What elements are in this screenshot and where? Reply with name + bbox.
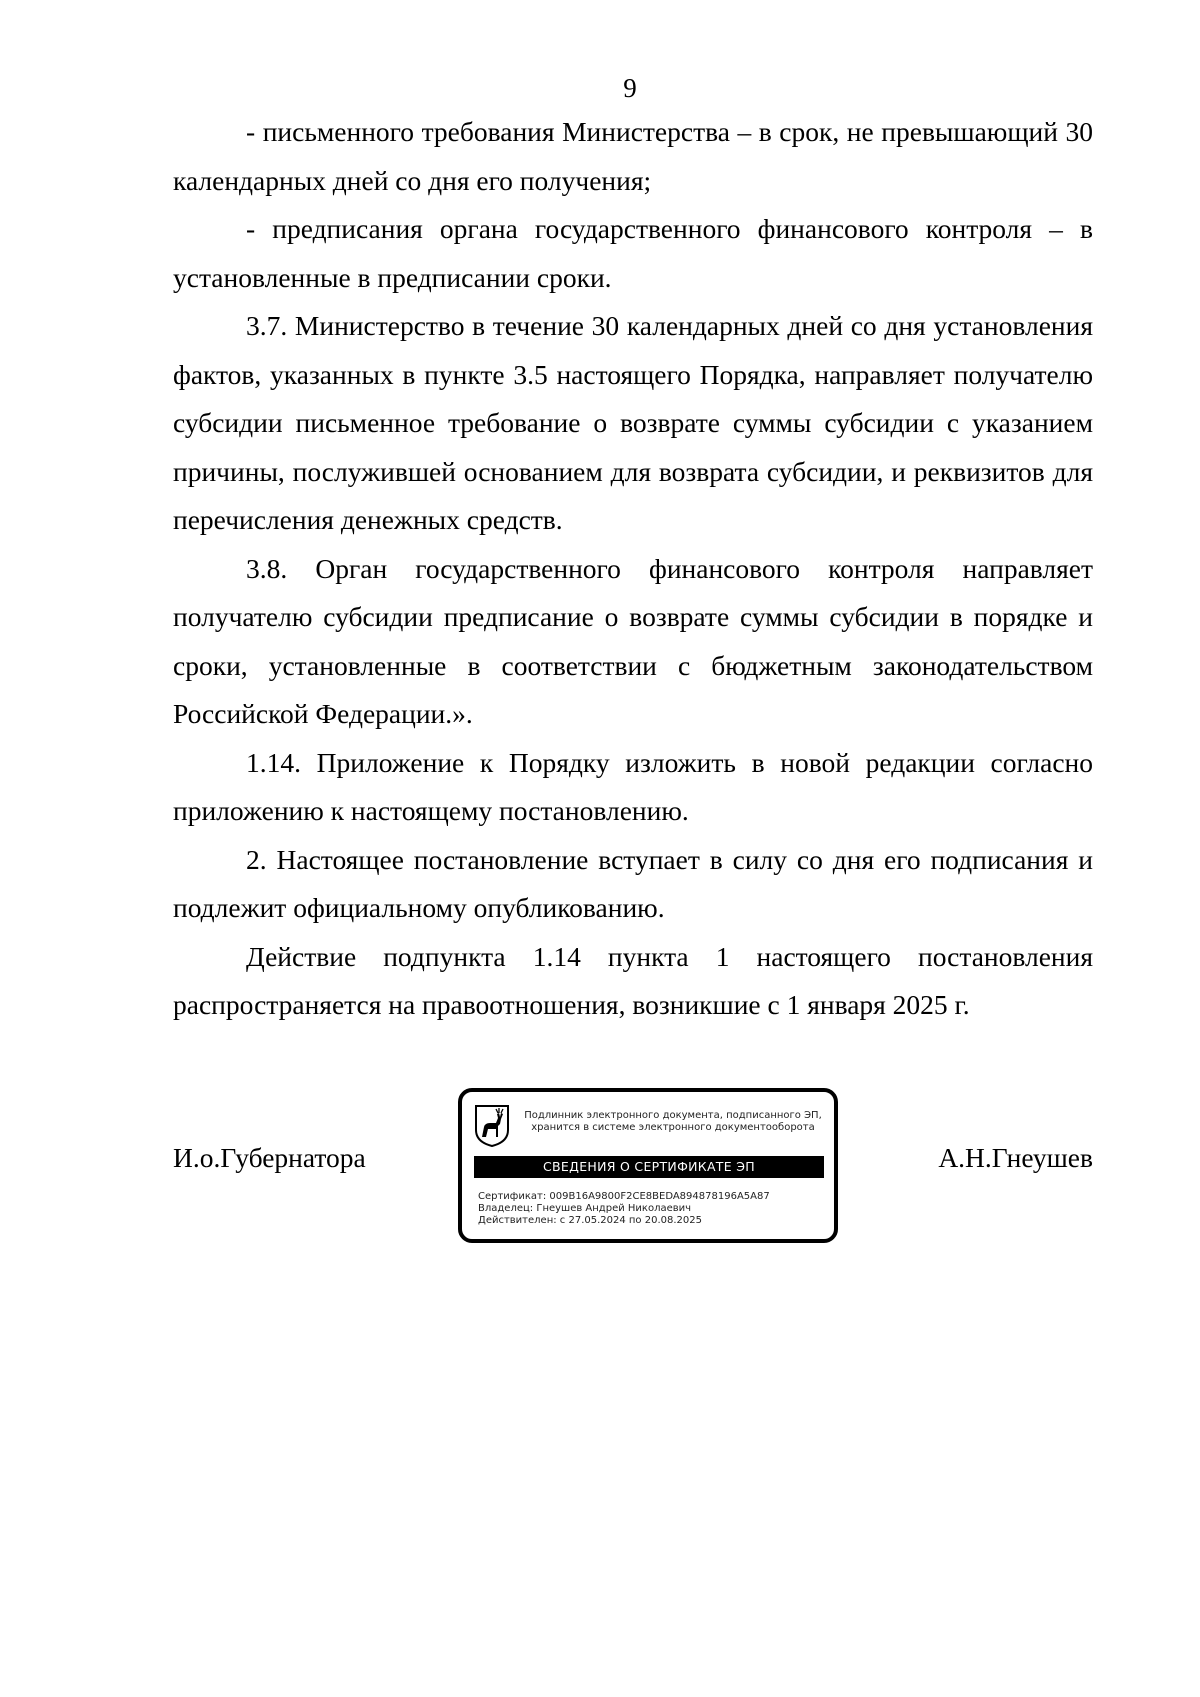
signer-name: А.Н.Гнеушев	[938, 1142, 1093, 1173]
document-body	[173, 108, 1093, 1030]
stamp-banner: СВЕДЕНИЯ О СЕРТИФИКАТЕ ЭП	[474, 1156, 824, 1178]
stamp-owner: Владелец: Гнеушев Андрей Николаевич	[478, 1203, 692, 1214]
paragraph-written-demand: - письменного требования Министерства – в срок, не превышающий 30 календарных дней со дня его получения;	[173, 116, 1093, 196]
stamp-certificate: Сертификат: 009B16A9800F2CE8BEDA894878196A5A87	[478, 1191, 770, 1202]
stamp-header-line2: хранится в системе электронного документооборота	[531, 1122, 815, 1133]
deer-coat-of-arms-icon	[474, 1104, 510, 1148]
paragraph-effect: Действие подпункта 1.14 пункта 1 настоящего постановления распространяется на правоотношения, возникшие с 1 января 2025 г.	[173, 940, 1093, 1020]
paragraph-3-8: 3.8. Орган государственного финансового контроля направляет получателю субсидии предписание о возврате суммы субсидии в порядке и сроки, установленные в соответствии с бюджетным законодательством Российской Федерации.».	[173, 552, 1093, 729]
page-number: 9	[623, 73, 637, 103]
stamp-details	[478, 1191, 828, 1227]
stamp-header-line1: Подлинник электронного документа, подписанного ЭП,	[524, 1110, 822, 1121]
signature-block	[173, 1088, 1093, 1248]
paragraph-3-7: 3.7. Министерство в течение 30 календарных дней со дня установления фактов, указанных в пункте 3.5 настоящего Порядка, направляет получателю субсидии письменное требование о возврате суммы субсидии с указанием причины, послужившей основанием для возврата субсидии, и реквизитов для перечисления денежных средств.	[173, 310, 1093, 535]
signer-title: И.о.Губернатора	[173, 1142, 366, 1173]
paragraph-2: 2. Настоящее постановление вступает в силу со дня его подписания и подлежит официальному опубликованию.	[173, 843, 1093, 923]
paragraph-control-order: - предписания органа государственного финансового контроля – в установленные в предписании сроки.	[173, 213, 1093, 293]
stamp-validity: Действителен: с 27.05.2024 по 20.08.2025	[478, 1215, 702, 1226]
electronic-signature-stamp	[458, 1088, 838, 1243]
stamp-header	[514, 1110, 832, 1134]
paragraph-1-14: 1.14. Приложение к Порядку изложить в новой редакции согласно приложению к настоящему постановлению.	[173, 746, 1093, 826]
